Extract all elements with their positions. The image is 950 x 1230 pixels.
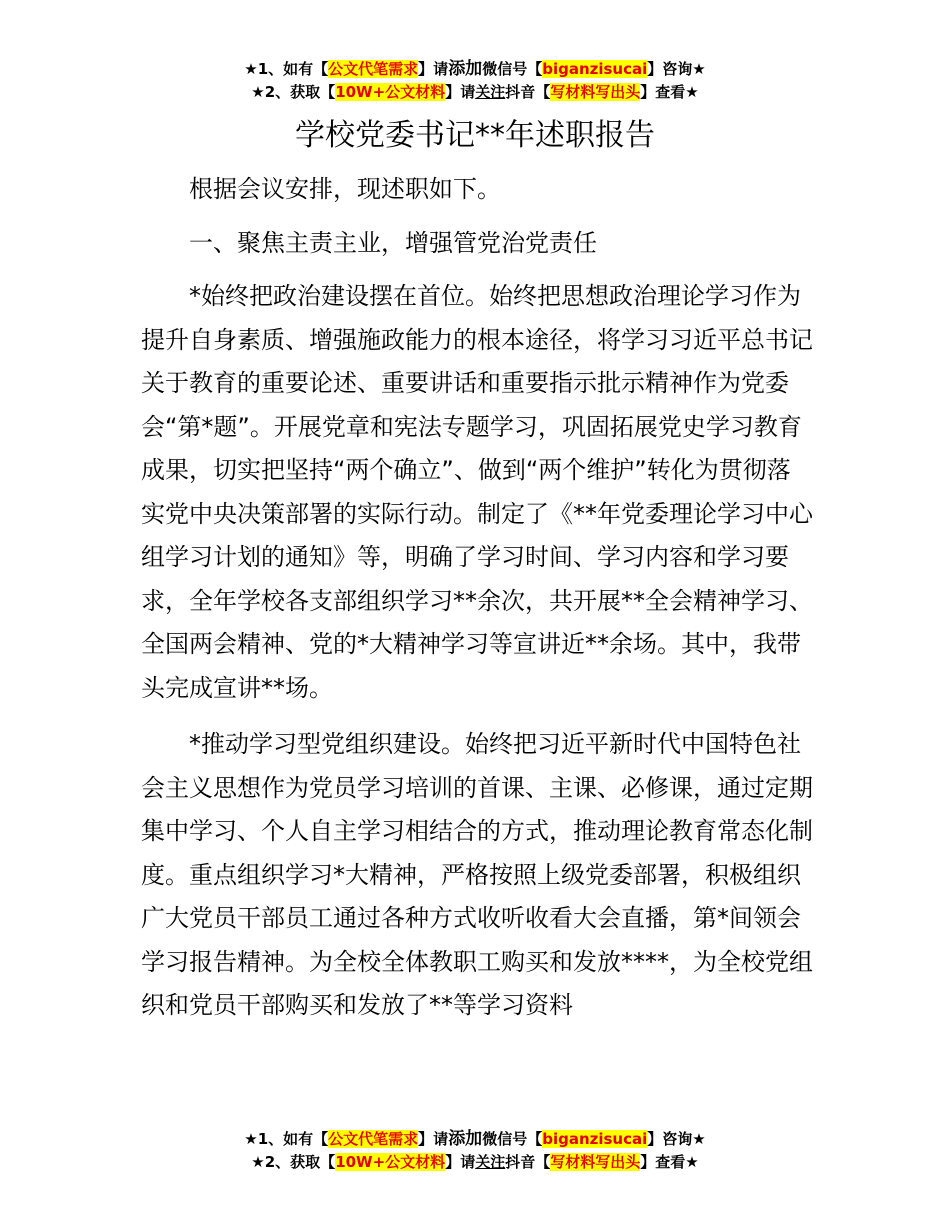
footer-banner <box>0 1128 950 1174</box>
highlight-douyin: 写材料写出头 <box>550 83 641 101</box>
banner-line-2: ★2、获取【10W+公文材料】请关注抖音【写材料写出头】查看★ <box>251 1153 699 1171</box>
banner-line-1: ★1、如有【公文代笔需求】请添加微信号【biganzisucai】咨询★ <box>244 1129 706 1149</box>
document-body <box>141 168 813 1028</box>
paragraph-political-building: *始终把政治建设摆在首位。始终把思想政治理论学习作为提升自身素质、增强施政能力的根本途径，将学习习近平总书记关于教育的重要论述、重要讲话和重要指示批示精神作为党委会“第*题”。开展党章和宪法专题学习，巩固拓展党史学习教育成果，切实把坚持“两个确立”、做到“两个维护”转化为贯彻落实党中央决策部署的实际行动。制定了《**年党委理论学习中心组学习计划的通知》等，明确了学习时间、学习内容和学习要求，全年学校各支部组织学习**余次，共开展**全会精神学习、全国两会精神、党的*大精神学习等宣讲近**余场。其中，我带头完成宣讲**场。 <box>141 282 813 702</box>
highlight-service: 公文代笔需求 <box>328 60 419 78</box>
highlight-douyin: 写材料写出头 <box>550 1153 641 1171</box>
section-heading: 一、聚焦主责主业，增强管党治党责任 <box>189 228 597 257</box>
highlight-service: 公文代笔需求 <box>328 1130 419 1148</box>
document-title: 学校党委书记**年述职报告 <box>295 118 655 153</box>
highlight-wechat-id: biganzisucai <box>542 60 648 78</box>
paragraph-learning-party: *推动学习型党组织建设。始终把习近平新时代中国特色社会主义思想作为党员学习培训的首课、主课、必修课，通过定期集中学习、个人自主学习相结合的方式，推动理论教育常态化制度。重点组织学习*大精神，严格按照上级党委部署，积极组织广大党员干部员工通过各种方式收听收看大会直播，第*间领会学习报告精神。为全校全体教职工购买和发放****，为全校党组织和党员干部购买和发放了**等学习资料 <box>141 730 813 1019</box>
banner-line-2: ★2、获取【10W+公文材料】请关注抖音【写材料写出头】查看★ <box>251 83 699 101</box>
highlight-wechat-id: biganzisucai <box>542 1130 648 1148</box>
header-banner <box>0 58 950 104</box>
banner-line-1: ★1、如有【公文代笔需求】请添加微信号【biganzisucai】咨询★ <box>244 59 706 79</box>
paragraph-intro: 根据会议安排，现述职如下。 <box>189 175 501 203</box>
highlight-materials: 10W+公文材料 <box>335 83 446 101</box>
highlight-materials: 10W+公文材料 <box>335 1153 446 1171</box>
